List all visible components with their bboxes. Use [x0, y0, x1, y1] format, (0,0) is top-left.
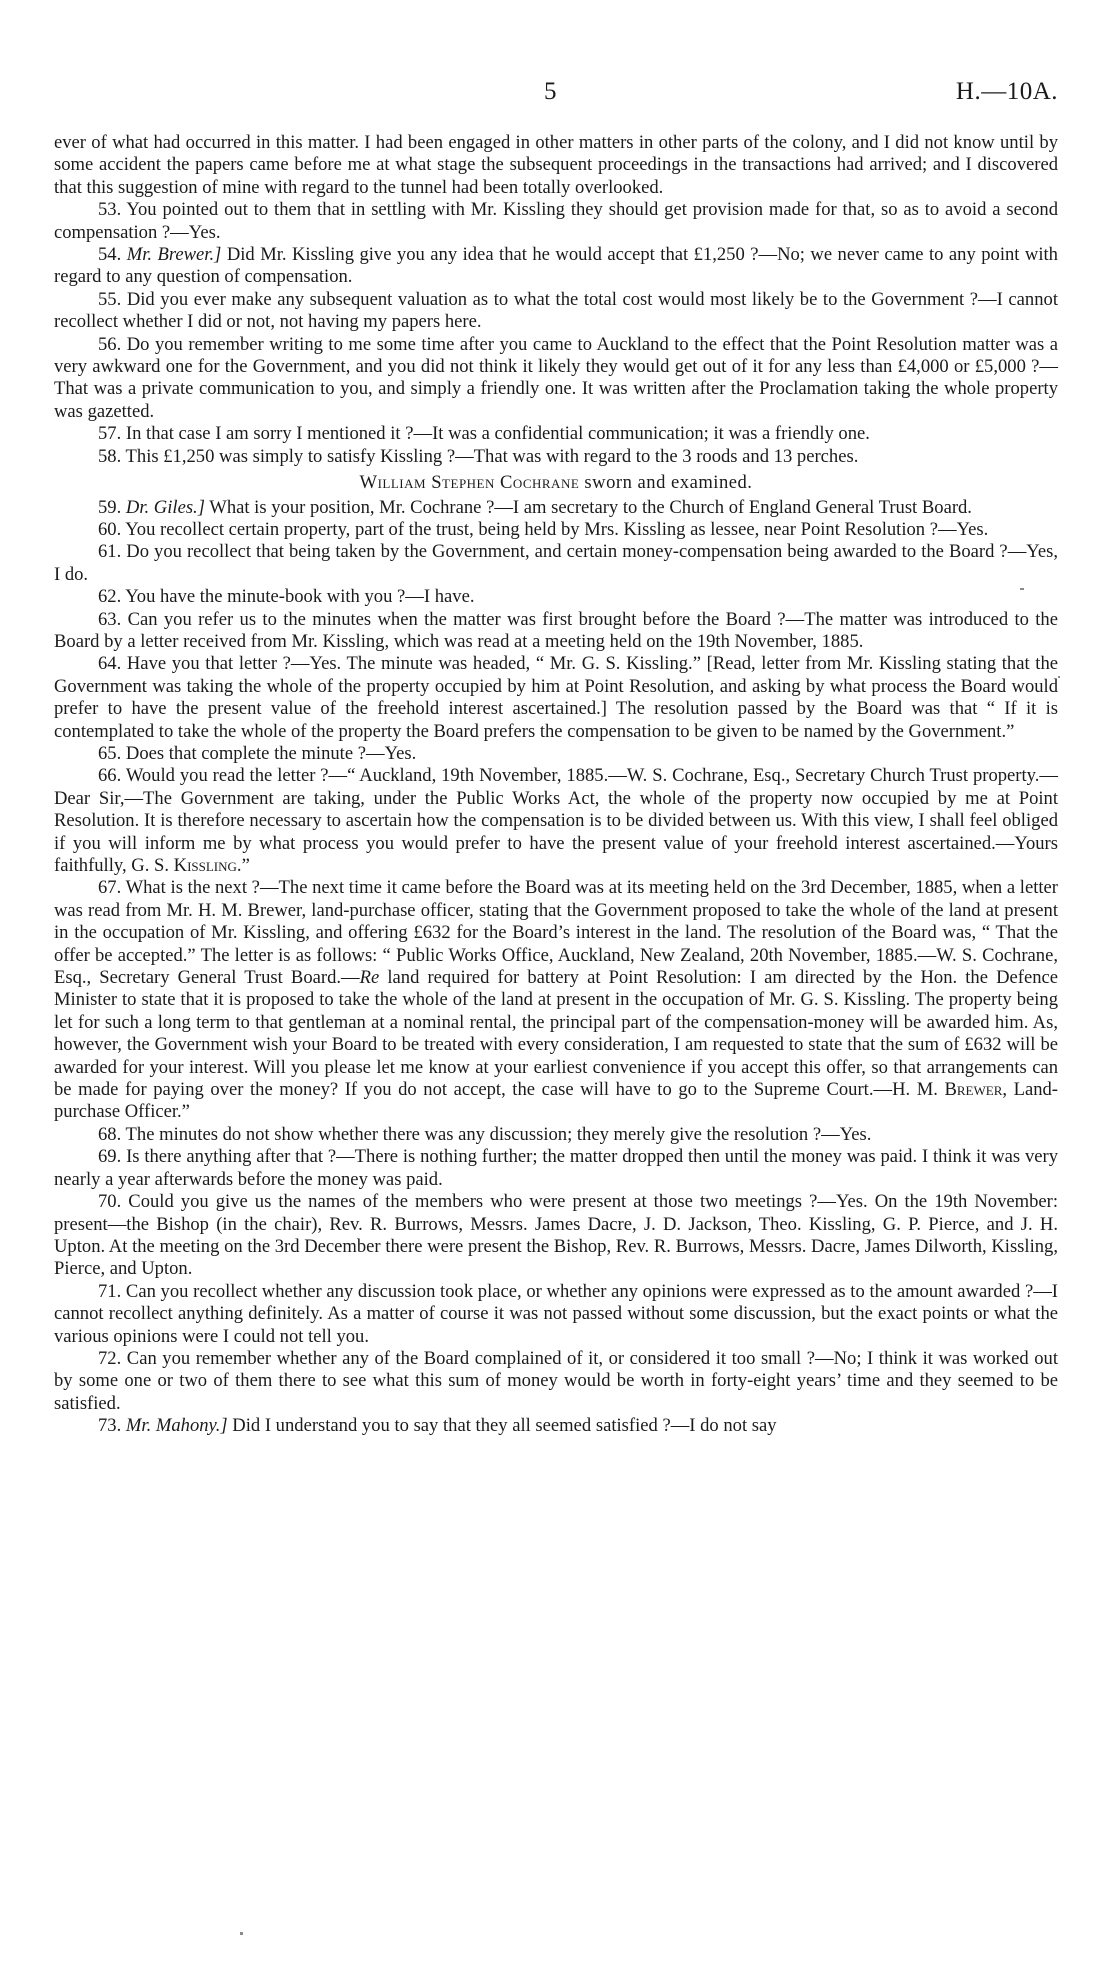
question-text: 66. Would you read the letter ?—“ Auckland, 19th November, 1885.—W. S. Cochrane, Esq., Secretary Church Trust property.—Dear Sir,—The Government are taking, under the Public Works Act, the whole of the property now occupied by me at Point Resolution. It is therefore necessary to ascertain how the compensation is to be divided between us. With this view, I shall feel obliged if you will inform me by what process you would prefer to have the present value of your freehold interest ascertained.—Yours faithfully,: [54, 765, 1058, 876]
scan-speck: [1020, 588, 1024, 590]
witness-name: William Stephen Cochrane: [359, 472, 580, 494]
paragraph-continuation: ever of what had occurred in this matter. I had been engaged in other matters in other parts of the colony, and I did not know until by some accident the papers came before me at what stage the subsequent proceedings in the transactions had arrived; and I discovered that this suggestion of mine with regard to the tunnel had been totally overlooked.: [54, 132, 1058, 198]
question-number: 54.: [98, 244, 122, 266]
question-54: [54, 244, 1058, 289]
signature-title: Land-purchase Officer.”: [54, 1079, 1058, 1123]
witness-heading-rest: sworn and examined.: [579, 472, 753, 494]
question-67: [54, 877, 1058, 1123]
page-header: [0, 78, 1114, 112]
question-72: 72. Can you remember whether any of the Board complained of it, or considered it too small ?—No; I think it was worked out by some one or two of them there to see what this sum of money would be worth in forty-eight years’ time and they seemed to be satisfied.: [54, 1347, 1058, 1414]
page-number: 5: [544, 78, 557, 105]
scan-speck: [1058, 676, 1060, 678]
question-text: What is your position, Mr. Cochrane ?—I am secretary to the Church of England General Trust Board.: [204, 496, 972, 518]
document-reference: H.—10A.: [955, 78, 1058, 105]
question-63: 63. Can you refer us to the minutes when the matter was first brought before the Board ?—The matter was introduced to the Board by a letter received from Mr. Kissling, which was read at a meeting held on the 19th November, 1885.: [54, 608, 1058, 652]
question-62: 62. You have the minute-book with you ?—I have.: [98, 586, 475, 608]
minutes-of-evidence: [54, 132, 1058, 1438]
question-68: 68. The minutes do not show whether there was any discussion; they merely give the resolution ?—Yes.: [98, 1123, 872, 1145]
question-70: 70. Could you give us the names of the members who were present at those two meetings ?—Yes. On the 19th November: present—the Bishop (in the chair), Rev. R. Burrows, Messrs. James Dacre, J. D. Jackson, Theo. Kissling, G. P. Pierce, and J. H. Upton. At the meeting on the 3rd December there were present the Bishop, Rev. R. Burrows, Messrs. Dacre, James Dilworth, Kissling, Pierce, and Upton.: [54, 1191, 1058, 1280]
signature-name: H. M. Brewer,: [892, 1079, 1008, 1101]
question-65: 65. Does that complete the minute ?—Yes.: [98, 742, 417, 764]
speaker-label: Mr. Brewer.]: [126, 244, 222, 266]
witness-heading: [54, 472, 1058, 494]
question-56: 56. Do you remember writing to me some time after you came to Auckland to the effect that the Point Resolution matter was a very awkward one for the Government, and you did not think it likely they would get out of it for any less than £4,000 or £5,000 ?—That was a private communication to you, and simply a friendly one. It was written after the Proclamation taking the whole property was gazetted.: [54, 333, 1058, 422]
question-58: 58. This £1,250 was simply to satisfy Kissling ?—That was with regard to the 3 roods and 13 perches.: [98, 445, 859, 467]
question-60: 60. You recollect certain property, part of the trust, being held by Mrs. Kissling as lessee, near Point Resolution ?—Yes.: [98, 518, 989, 540]
question-text: Did Mr. Kissling give you any idea that he would accept that £1,250 ?—No; we never came to any point with regard to any question of compensation.: [54, 244, 1058, 288]
question-text-continued: land required for battery at Point Resolution: I am directed by the Hon. the Defence Minister to state that it is proposed to take the whole of the land at present in the occupation of Mr. G. S. Kissling. The property being let for such a long term to that gentleman at a nominal rental, the principal part of the compensation-money will be awarded him. As, however, the Government wish your Board to be treated with every consideration, I am requested to state that the sum of £632 will be awarded for your interest. Will you please let me know at your earliest convenience if you accept this offer, so that arrangements can be made for paying over the money? If you do not accept, the case will have to go to the Supreme Court.—: [54, 967, 1059, 1101]
speaker-label: Dr. Giles.]: [125, 496, 205, 518]
question-53: 53. You pointed out to them that in settling with Mr. Kissling they should get provision made for that, so as to avoid a second compensation ?—Yes.: [54, 199, 1058, 243]
closing-quote: ”: [241, 855, 250, 876]
scan-speck: [240, 1932, 243, 1935]
question-71: 71. Can you recollect whether any discussion took place, or whether any opinions were expressed as to the amount awarded ?—I cannot recollect anything definitely. As a matter of course it was not passed without some discussion, but the exact points or what the various opinions were I could not tell you.: [54, 1280, 1058, 1347]
question-69: 69. Is there anything after that ?—There is nothing further; the matter dropped then until the money was paid. I think it was very nearly a year afterwards before the money was paid.: [54, 1146, 1058, 1190]
question-text: Did I understand you to say that they all seemed satisfied ?—I do not say: [227, 1415, 777, 1437]
question-55: 55. Did you ever make any subsequent valuation as to what the total cost would most likely be to the Government ?—I cannot recollect whether I did or not, not having my papers here.: [54, 288, 1058, 333]
question-text: 67. What is the next ?—The next time it came before the Board was at its meeting held on the 3rd December, 1885, when a letter was read from Mr. H. M. Brewer, land-purchase officer, stating that the Government proposed to take the whole of the land at present in the occupation of Mr. Kissling, and offering £632 for the Board’s interest in the land. The resolution of the Board was, “ That the offer be accepted.” The letter is as follows: “ Public Works Office, Auckland, New Zealand, 20th November, 1885.—W. S. Cochrane, Esq., Secretary General Trust Board.—: [54, 877, 1058, 989]
question-number: 73.: [98, 1415, 122, 1437]
question-59: [54, 497, 1058, 519]
speaker-label: Mr. Mahony.]: [125, 1415, 228, 1437]
question-73: [54, 1415, 1058, 1437]
italic-re: Re: [359, 967, 380, 989]
signature-name: G. S. Kissling.: [131, 855, 242, 876]
question-64: 64. Have you that letter ?—Yes. The minute was headed, “ Mr. G. S. Kissling.” [Read, letter from Mr. Kissling stating that the Government was taking the whole of the property occupied by him at Point Resolution, and asking by what process the Board would prefer to have the present value of the freehold interest ascertained.] The resolution passed by the Board was that “ If it is contemplated to take the whole of the property the Board prefers the compensation to be given to be named by the Government.”: [54, 653, 1058, 742]
question-number: 59.: [98, 496, 122, 518]
question-61: 61. Do you recollect that being taken by the Government, and certain money-compensation being awarded to the Board ?—Yes, I do.: [54, 541, 1058, 585]
question-66: [54, 765, 1058, 877]
question-57: 57. In that case I am sorry I mentioned it ?—It was a confidential communication; it was a friendly one.: [98, 423, 870, 445]
